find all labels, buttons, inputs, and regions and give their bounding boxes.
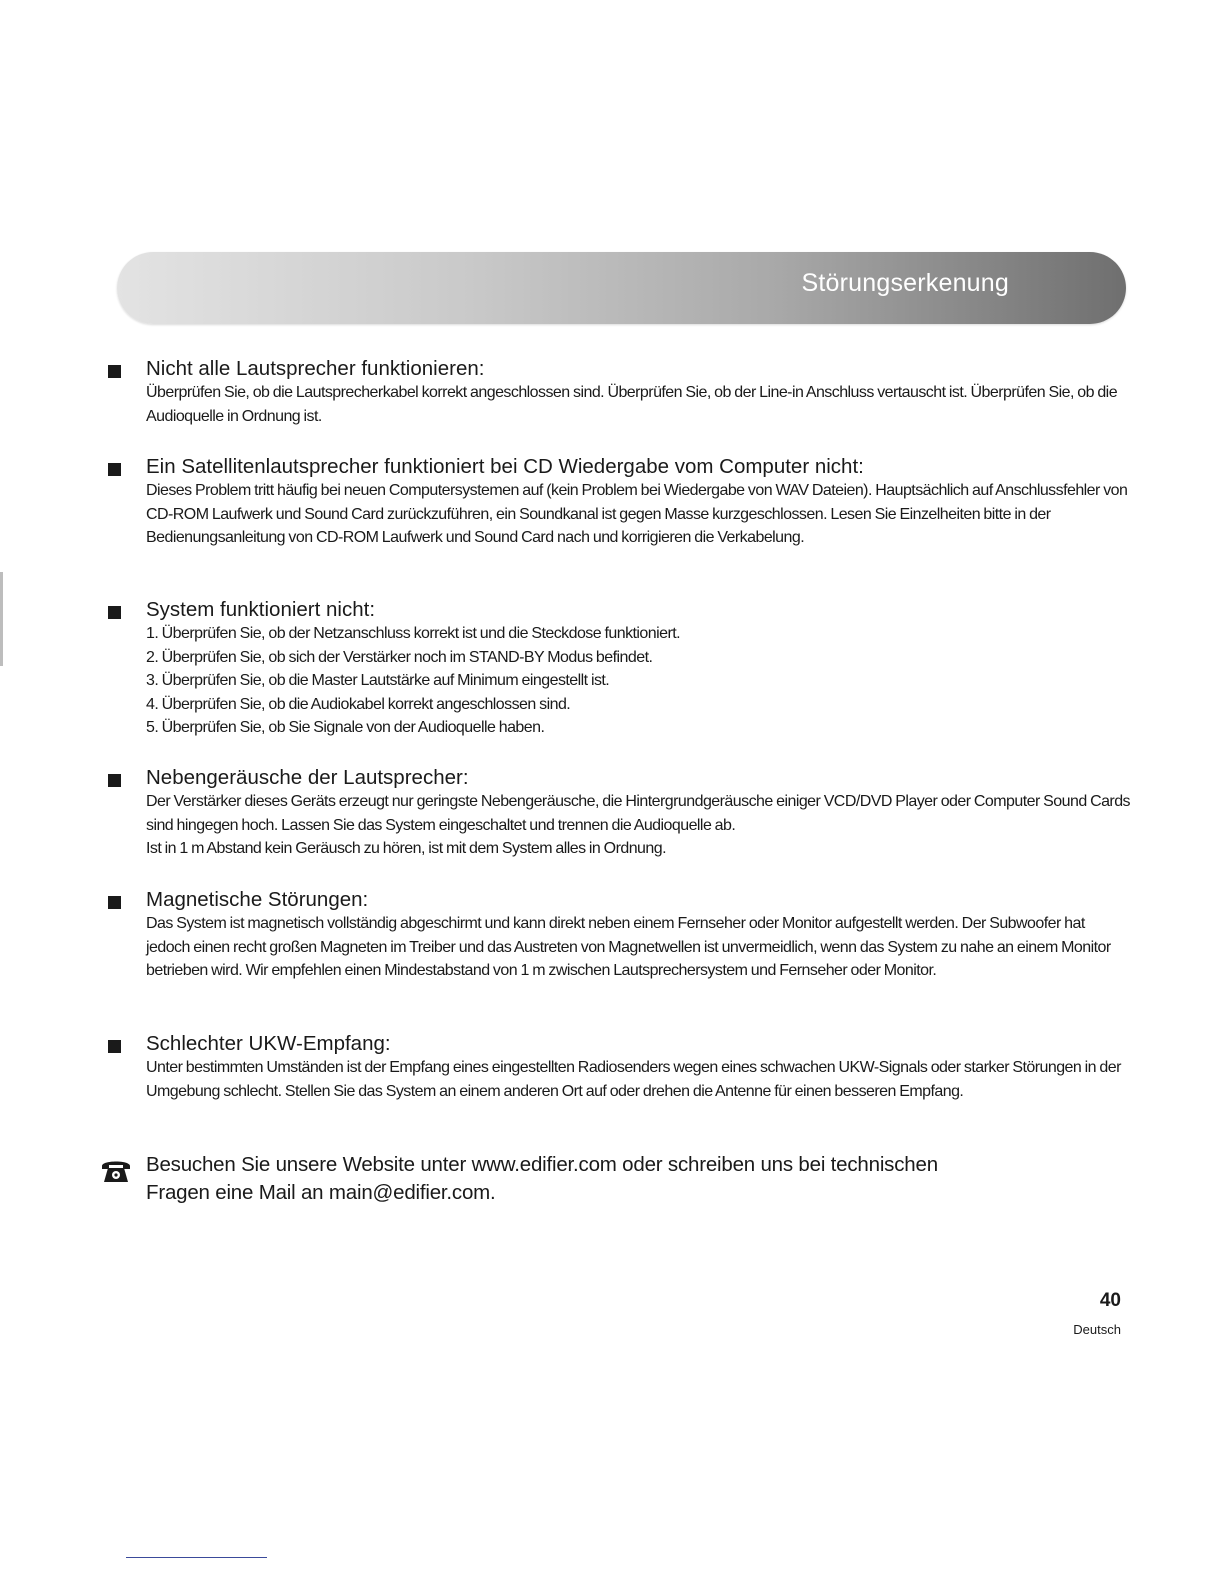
contact-line: Besuchen Sie unsere Website unter www.edifier.com oder schreiben uns bei technischen [146,1153,938,1176]
section-paragraph: Unter bestimmten Umständen ist der Empfang eines eingestellten Radiosenders wegen eines schwachen UKW-Signals oder starker Störungen in der Umgebung schlecht. Stellen Sie das System an einem anderen Ort auf oder drehen die Antenne für einen besseren Empfang. [146,1059,1121,1100]
section-body [146,479,1131,550]
square-bullet-icon [108,774,121,787]
square-bullet-icon [108,365,121,378]
page-number: 40 [1099,1290,1121,1311]
section-header-bar [117,252,1126,324]
section-title: System funktioniert nicht: [146,598,376,621]
section-paragraph: Dieses Problem tritt häufig bei neuen Computersystemen auf (kein Problem bei Wiedergabe von WAV Dateien). Hauptsächlich auf Anschlussfehler von CD-ROM Laufwerk und Sound Card zurückzuführen, ein Soundkanal ist gegen Masse kurzgeschlossen. Lesen Sie Einzelheiten bitte in der Bedienungsanleitung von CD-ROM Laufwerk und Sound Card nach und korrigieren die Verkabelung. [146,482,1128,546]
section-paragraph: Überprüfen Sie, ob die Lautsprecherkabel korrekt angeschlossen sind. Überprüfen Sie, ob der Line-in Anschluss vertauscht ist. Überprüfen Sie, ob die Audioquelle in Ordnung ist. [146,384,1118,425]
list-item: 2. Überprüfen Sie, ob sich der Verstärker noch im STAND-BY Modus befindet. [146,648,653,666]
section-body [146,790,1131,861]
section-body [146,622,1131,740]
contact-line: Fragen eine Mail an main@edifier.com. [146,1181,496,1204]
section-paragraph: Das System ist magnetisch vollständig abgeschirmt und kann direkt neben einem Fernseher oder Monitor aufgestellt werden. Der Subwoofer hat jedoch einen recht großen Magneten im Treiber und das Austreten von Magnetwellen ist unvermeidlich, wenn das System zu nahe an einem Monitor betrieben wird. Wir empfehlen einen Mindestabstand von 1 m zwischen Lautsprechersystem und Fernseher oder Monitor. [146,915,1111,979]
list-item: 1. Überprüfen Sie, ob der Netzanschluss korrekt ist und die Steckdose funktioniert. [146,625,681,642]
section-title: Ein Satellitenlautsprecher funktioniert bei CD Wiedergabe vom Computer nicht: [146,455,864,478]
contact-text [146,1151,938,1207]
list-item: 5. Überprüfen Sie, ob Sie Signale von der Audioquelle haben. [146,719,545,736]
section-paragraph: Der Verstärker dieses Geräts erzeugt nur geringste Nebengeräusche, die Hintergrundgeräusche einiger VCD/DVD Player oder Computer Sound Cards sind hingegen hoch. Lassen Sie das System eingeschaltet und trennen die Audioquelle ab. [146,793,1130,834]
section-title: Nebengeräusche der Lautsprecher: [146,766,469,789]
bottom-divider [126,1557,267,1558]
list-item: 4. Überprüfen Sie, ob die Audiokabel korrekt angeschlossen sind. [146,695,571,713]
square-bullet-icon [108,896,121,909]
square-bullet-icon [108,606,121,619]
list-item: 3. Überprüfen Sie, ob die Master Lautstärke auf Minimum eingestellt ist. [146,672,610,689]
page-language: Deutsch [1073,1322,1121,1337]
page-edge-mark [0,572,3,666]
section-paragraph: Ist in 1 m Abstand kein Geräusch zu hören, ist mit dem System alles in Ordnung. [146,840,666,857]
section-title: Nicht alle Lautsprecher funktionieren: [146,357,485,380]
section-body [146,381,1131,428]
section-body [146,912,1131,983]
telephone-icon [100,1157,132,1185]
section-body [146,1056,1131,1103]
square-bullet-icon [108,1040,121,1053]
square-bullet-icon [108,463,121,476]
section-title: Schlechter UKW-Empfang: [146,1032,391,1055]
page-title: Störungserkenung [801,269,1009,297]
section-title: Magnetische Störungen: [146,888,369,911]
